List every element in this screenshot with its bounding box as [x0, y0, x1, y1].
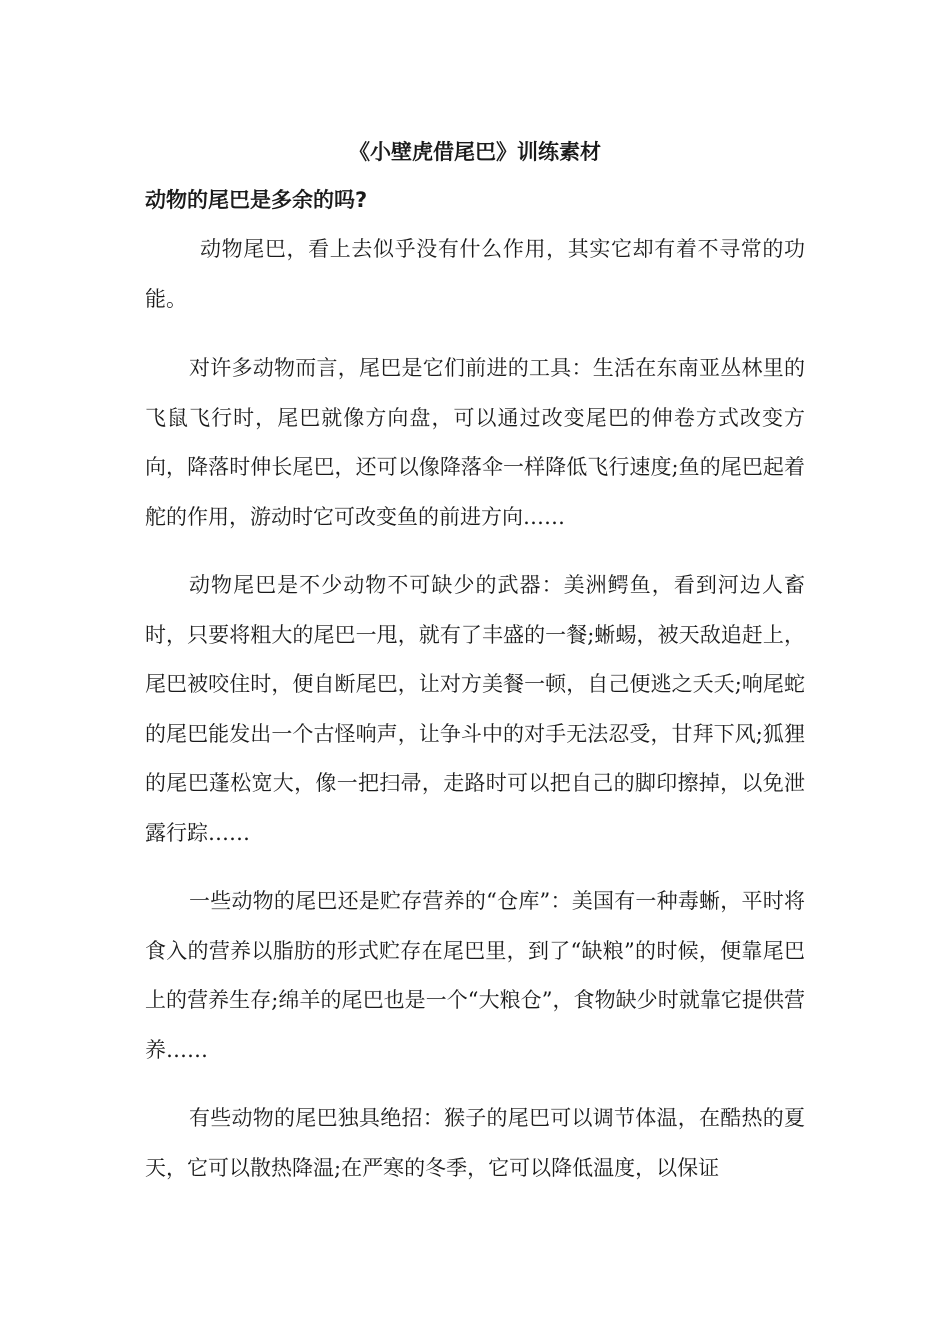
paragraph-movement: 对许多动物而言，尾巴是它们前进的工具：生活在东南亚丛林里的飞鼠飞行时，尾巴就像方向盘，可以通过改变尾巴的伸卷方式改变方向，降落时伸长尾巴，还可以像降落伞一样降低飞行速度;鱼的尾巴起着舵的作用，游动时它可改变鱼的前进方向……: [145, 356, 805, 529]
paragraph-intro: 动物尾巴，看上去似乎没有什么作用，其实它却有着不寻常的功能。: [145, 237, 805, 311]
document-title: 《小壁虎借尾巴》训练素材: [349, 140, 601, 164]
section-heading: 动物的尾巴是多余的吗?: [145, 188, 368, 212]
paragraph-special: 有些动物的尾巴独具绝招：猴子的尾巴可以调节体温，在酷热的夏天，它可以散热降温;在严寒的冬季，它可以降低温度，以保证: [145, 1106, 805, 1180]
paragraph-weapon: 动物尾巴是不少动物不可缺少的武器：美洲鳄鱼，看到河边人畜时，只要将粗大的尾巴一甩，就有了丰盛的一餐;蜥蜴，被天敌追赶上，尾巴被咬住时，便自断尾巴，让对方美餐一顿，自己便逃之夭夭;响尾蛇的尾巴能发出一个古怪响声，让争斗中的对手无法忍受，甘拜下风;狐狸的尾巴蓬松宽大，像一把扫帚，走路时可以把自己的脚印擦掉，以免泄露行踪……: [145, 573, 805, 845]
paragraph-storage: 一些动物的尾巴还是贮存营养的“仓库”：美国有一种毒蜥，平时将食入的营养以脂肪的形式贮存在尾巴里，到了“缺粮”的时候，便靠尾巴上的营养生存;绵羊的尾巴也是一个“大粮仓”，食物缺少时就靠它提供营养……: [145, 889, 805, 1062]
